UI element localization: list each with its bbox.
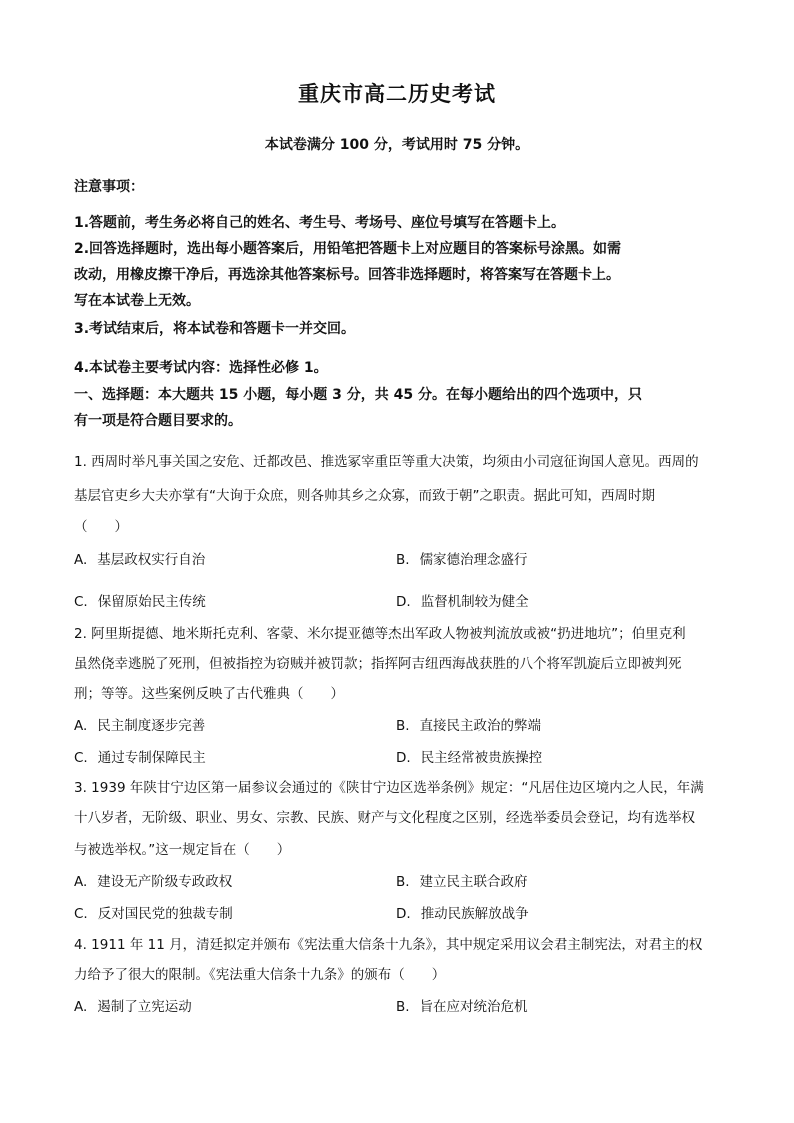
section-heading: 一、选择题：本大题共 15 小题，每小题 3 分，共 45 分。在每小题给出的四个选项中，只 (74, 387, 642, 403)
question-1-option-d[interactable]: D. 监督机制较为健全 (396, 594, 529, 610)
question-4-text: 4. 1911 年 11 月，清廷拟定并颁布《宪法重大信条十九条》，其中规定采用议会君主制宪法，对君主的权 (74, 937, 703, 953)
question-1-option-c[interactable]: C. 保留原始民主传统 (74, 594, 206, 610)
question-3-option-b[interactable]: B. 建立民主联合政府 (396, 874, 528, 890)
question-3-text: 与被选举权。”这一规定旨在（ ） (74, 842, 291, 858)
question-2-option-b[interactable]: B. 直接民主政治的弊端 (396, 718, 542, 734)
notice-line: 写在本试卷上无效。 (74, 293, 200, 309)
question-3-option-d[interactable]: D. 推动民族解放战争 (396, 906, 529, 922)
question-2-option-d[interactable]: D. 民主经常被贵族操控 (396, 750, 543, 766)
exam-subtitle: 本试卷满分 100 分，考试用时 75 分钟。 (264, 137, 530, 153)
question-3-option-c[interactable]: C. 反对国民党的独裁专制 (74, 906, 233, 922)
notice-line: 2.回答选择题时，选出每小题答案后，用铅笔把答题卡上对应题目的答案标号涂黑。如需 (74, 241, 622, 257)
question-3-text: 十八岁者，无阶级、职业、男女、宗教、民族、财产与文化程度之区别，经选举委员会登记，均有选举权 (74, 810, 695, 826)
question-1-option-a[interactable]: A. 基层政权实行自治 (74, 552, 206, 568)
question-1-text: 1. 西周时举凡事关国之安危、迁都改邑、推选冢宰重臣等重大决策，均须由小司寇征询国人意见。西周的 (74, 454, 699, 470)
question-4-option-b[interactable]: B. 旨在应对统治危机 (396, 999, 528, 1015)
notice-line: 4.本试卷主要考试内容：选择性必修 1。 (74, 360, 328, 376)
question-2-text: 2. 阿里斯提德、地米斯托克利、客蒙、米尔提亚德等杰出军政人物被判流放或被“扔进地坑”；伯里克利 (74, 626, 686, 642)
section-heading: 有一项是符合题目要求的。 (74, 413, 242, 429)
page-title: 重庆市高二历史考试 (298, 82, 496, 106)
notice-line: 3.考试结束后，将本试卷和答题卡一并交回。 (74, 321, 356, 337)
question-2-text: 虽然侥幸逃脱了死刑，但被指控为窃贼并被罚款；指挥阿吉纽西海战获胜的八个将军凯旋后立即被判死 (74, 656, 682, 672)
notice-line: 1.答题前，考生务必将自己的姓名、考生号、考场号、座位号填写在答题卡上。 (74, 215, 566, 231)
question-4-option-a[interactable]: A. 遏制了立宪运动 (74, 999, 192, 1015)
question-1-option-b[interactable]: B. 儒家德治理念盛行 (396, 552, 528, 568)
question-1-text: （ ） (74, 519, 128, 535)
question-4-text: 力给予了很大的限制。《宪法重大信条十九条》的颁布（ ） (74, 967, 446, 983)
notice-line: 改动，用橡皮擦干净后，再选涂其他答案标号。回答非选择题时，将答案写在答题卡上。 (74, 267, 620, 283)
question-3-option-a[interactable]: A. 建设无产阶级专政政权 (74, 874, 233, 890)
notice-heading: 注意事项： (74, 179, 144, 195)
question-1-text: 基层官吏乡大夫亦掌有“大询于众庶，则各帅其乡之众寡，而致于朝”之职责。据此可知，西周时期 (74, 488, 655, 504)
question-2-option-c[interactable]: C. 通过专制保障民主 (74, 750, 206, 766)
question-3-text: 3. 1939 年陕甘宁边区第一届参议会通过的《陕甘宁边区选举条例》规定：“凡居住边区境内之人民，年满 (74, 780, 704, 796)
question-2-option-a[interactable]: A. 民主制度逐步完善 (74, 718, 206, 734)
question-2-text: 刑；等等。这些案例反映了古代雅典（ ） (74, 686, 344, 702)
